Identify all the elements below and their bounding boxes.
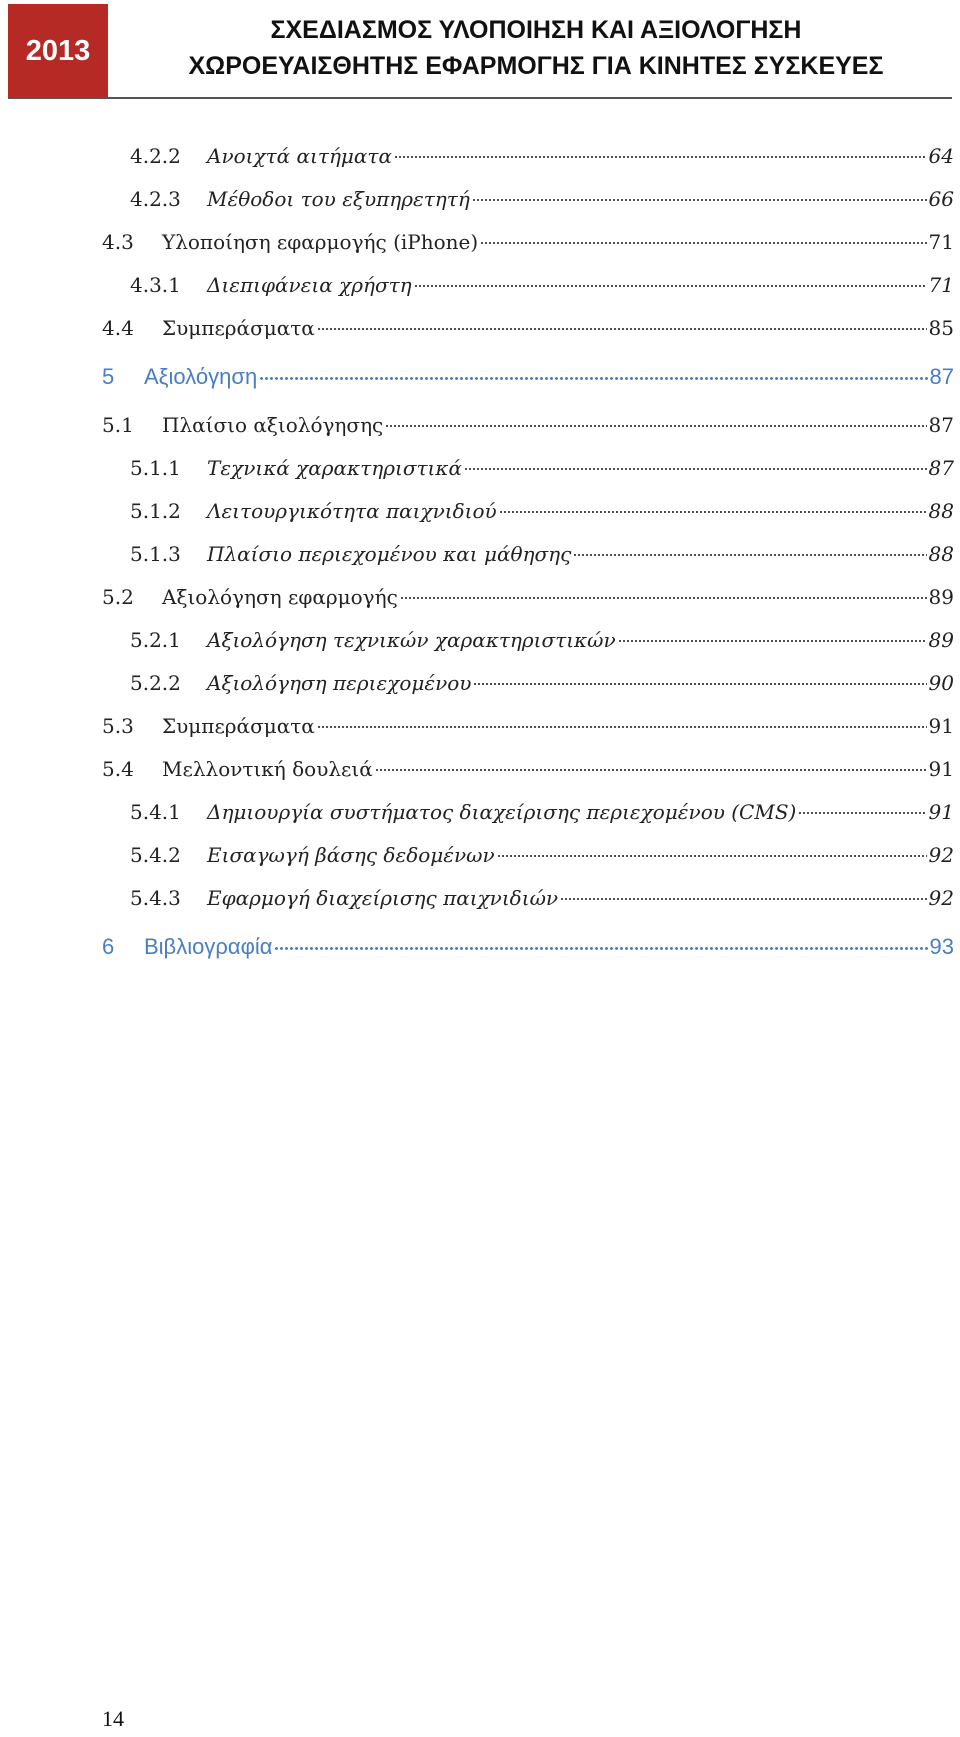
dot-leader — [464, 467, 927, 471]
toc-entry-title: Αξιολόγηση περιεχομένου — [207, 671, 472, 695]
toc-entry-4-4[interactable] — [102, 316, 954, 340]
toc-entry-page: 64 — [928, 144, 954, 168]
toc-entry-page: 92 — [928, 843, 954, 867]
toc-entry-title: Ανοιχτά αιτήματα — [207, 144, 392, 168]
toc-entry-number: 4.4 — [102, 316, 134, 340]
toc-chapter-number: 5 — [102, 364, 115, 389]
toc-entry-page: 87 — [928, 413, 954, 437]
toc-entry-5-2-1[interactable] — [130, 628, 954, 652]
toc-entry-title: Μέθοδοι του εξυπηρετητή — [207, 187, 470, 211]
dot-leader — [414, 284, 927, 288]
toc-entry-title: Πλαίσιο περιεχομένου και μάθησης — [207, 542, 572, 566]
dot-leader — [618, 639, 927, 643]
toc-entry-5-1-1[interactable] — [130, 456, 954, 480]
dot-leader — [317, 725, 927, 729]
toc-chapter-5[interactable] — [102, 364, 954, 390]
toc-entry-number: 5.3 — [102, 714, 134, 738]
dot-leader — [400, 596, 927, 600]
toc-entry-title: Υλοποίηση εφαρμογής (iPhone) — [162, 230, 479, 254]
toc-entry-page: 90 — [928, 671, 954, 695]
toc-entry-title: Συμπεράσματα — [162, 316, 315, 340]
toc-entry-5-2[interactable] — [102, 585, 954, 609]
dot-leader — [385, 424, 926, 428]
toc-entry-page: 71 — [928, 273, 954, 297]
header-divider — [8, 97, 952, 99]
toc-entry-page: 89 — [928, 628, 954, 652]
toc-entry-title: Αξιολόγηση εφαρμογής — [162, 585, 398, 609]
toc-entry-5-1[interactable] — [102, 413, 954, 437]
dot-leader — [259, 376, 927, 381]
toc-entry-title: Τεχνικά χαρακτηριστικά — [207, 456, 462, 480]
toc-entry-title: Πλαίσιο αξιολόγησης — [162, 413, 384, 437]
toc-entry-5-4[interactable] — [102, 757, 954, 781]
dot-leader — [317, 327, 927, 331]
toc-entry-title: Εφαρμογή διαχείρισης παιχνιδιών — [207, 886, 559, 910]
toc-chapter-title: Αξιολόγηση — [144, 364, 258, 389]
toc-entry-number: 4.3.1 — [130, 273, 181, 297]
toc-entry-5-3[interactable] — [102, 714, 954, 738]
toc-chapter-number: 6 — [102, 934, 115, 959]
toc-entry-5-4-3[interactable] — [130, 886, 954, 910]
toc-entry-title: Αξιολόγηση τεχνικών χαρακτηριστικών — [207, 628, 616, 652]
toc-entry-title: Μελλοντική δουλειά — [162, 757, 373, 781]
toc-entry-number: 4.2.3 — [130, 187, 181, 211]
toc-entry-5-2-2[interactable] — [130, 671, 954, 695]
toc-entry-page: 88 — [928, 542, 954, 566]
dot-leader — [480, 241, 926, 245]
toc-entry-page: 88 — [928, 499, 954, 523]
dot-leader — [375, 768, 927, 772]
toc-entry-4-3[interactable] — [102, 230, 954, 254]
toc-entry-page: 87 — [928, 456, 954, 480]
toc-entry-5-1-2[interactable] — [130, 499, 954, 523]
toc-chapter-title: Βιβλιογραφία — [144, 934, 273, 959]
toc-entry-number: 4.3 — [102, 230, 134, 254]
toc-entry-page: 66 — [928, 187, 954, 211]
toc-entry-page: 91 — [928, 714, 954, 738]
toc-entry-page: 71 — [928, 230, 954, 254]
toc-entry-page: 92 — [928, 886, 954, 910]
toc-entry-number: 5.2 — [102, 585, 134, 609]
toc-entry-number: 5.2.2 — [130, 671, 181, 695]
toc-chapter-page: 93 — [929, 934, 954, 959]
document-header-title — [120, 12, 952, 84]
dot-leader — [798, 811, 926, 815]
header-title-line-1: ΣΧΕΔΙΑΣΜΟΣ ΥΛΟΠΟΙΗΣΗ ΚΑΙ ΑΞΙΟΛΟΓΗΣΗ — [270, 16, 802, 44]
page-number: 14 — [102, 1706, 124, 1731]
toc-entry-number: 5.1.2 — [130, 499, 181, 523]
toc-entry-title: Διεπιφάνεια χρήστη — [207, 273, 412, 297]
dot-leader — [560, 897, 927, 901]
toc-entry-title: Λειτουργικότητα παιχνιδιού — [207, 499, 497, 523]
toc-entry-5-4-2[interactable] — [130, 843, 954, 867]
toc-entry-4-3-1[interactable] — [130, 273, 954, 297]
dot-leader — [473, 682, 926, 686]
toc-entry-number: 5.4.2 — [130, 843, 181, 867]
toc-entry-number: 5.2.1 — [130, 628, 181, 652]
dot-leader — [472, 198, 927, 202]
toc-entry-number: 5.1 — [102, 413, 134, 437]
header-title-line-2: ΧΩΡΟΕΥΑΙΣΘΗΤΗΣ ΕΦΑΡΜΟΓΗΣ ΓΙΑ ΚΙΝΗΤΕΣ ΣΥΣΚΕΥΕΣ — [188, 52, 884, 80]
toc-chapter-page: 87 — [929, 364, 954, 389]
dot-leader — [573, 553, 926, 557]
toc-entry-number: 5.4.1 — [130, 800, 181, 824]
toc-chapter-6[interactable] — [102, 934, 954, 960]
toc-entry-page: 85 — [928, 316, 954, 340]
toc-entry-number: 4.2.2 — [130, 144, 181, 168]
toc-entry-number: 5.1.3 — [130, 542, 181, 566]
year-badge — [8, 4, 108, 98]
dot-leader — [394, 155, 927, 159]
toc-entry-title: Συμπεράσματα — [162, 714, 315, 738]
year-label: 2013 — [25, 34, 91, 67]
toc-entry-page: 89 — [928, 585, 954, 609]
toc-entry-title: Δημιουργία συστήματος διαχείρισης περιεχομένου (CMS) — [207, 800, 797, 824]
dot-leader — [499, 510, 927, 514]
toc-entry-5-4-1[interactable] — [130, 800, 954, 824]
toc-entry-4-2-3[interactable] — [130, 187, 954, 211]
dot-leader — [274, 946, 927, 951]
dot-leader — [497, 854, 927, 858]
toc-entry-number: 5.4.3 — [130, 886, 181, 910]
toc-entry-4-2-2[interactable] — [130, 144, 954, 168]
toc-entry-title: Εισαγωγή βάσης δεδομένων — [207, 843, 495, 867]
toc-entry-number: 5.4 — [102, 757, 134, 781]
toc-entry-5-1-3[interactable] — [130, 542, 954, 566]
toc-entry-page: 91 — [928, 800, 954, 824]
toc-entry-number: 5.1.1 — [130, 456, 181, 480]
toc-entry-page: 91 — [928, 757, 954, 781]
